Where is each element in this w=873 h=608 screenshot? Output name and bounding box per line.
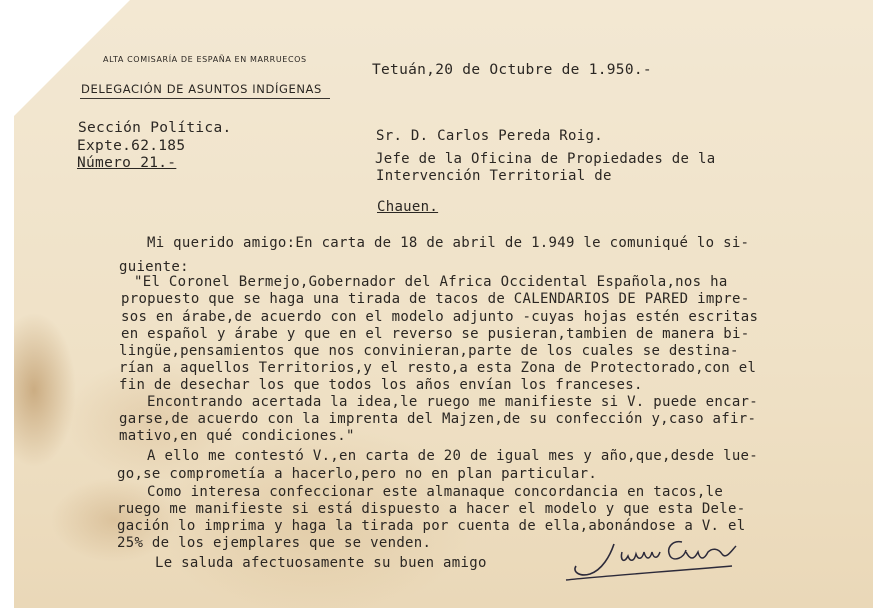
body-line: rían a aquellos Territorios,y el resto,a esta Zona de Protectorado,con el — [119, 360, 757, 376]
place-date: Tetuán,20 de Octubre de 1.950.- — [372, 62, 652, 78]
body-line: Mi querido amigo:En carta de 18 de abril de 1.949 le comuniqué lo si- — [147, 235, 750, 251]
body-line: lingüe,pensamientos que nos convinieran,parte de los cuales se destina- — [119, 343, 739, 359]
reference-file: Expte.62.185 — [77, 138, 186, 154]
body-line: fin de desechar los que todos los años envían los franceses. — [119, 377, 643, 393]
handwritten-signature — [562, 530, 742, 590]
body-line: gación lo imprima y haga la tirada por cuenta de ella,abonándose a V. el — [117, 518, 746, 534]
recipient-role-line1: Jefe de la Oficina de Propiedades de la — [375, 151, 716, 167]
body-line: mativo,en qué condiciones." — [119, 428, 355, 444]
folded-corner — [0, 0, 130, 130]
body-line: sos en árabe,de acuerdo con el modelo adjunto -cuyas hojas estén escritas — [121, 309, 759, 325]
body-line: 25% de los ejemplares que se venden. — [117, 535, 432, 551]
letterhead-commission: ALTA COMISARÍA DE ESPAÑA EN MARRUECOS — [103, 55, 307, 64]
body-line: "El Coronel Bermejo,Gobernador del Africa Occidental Española,nos ha — [134, 274, 728, 290]
letterhead-delegation: DELEGACIÓN DE ASUNTOS INDÍGENAS — [81, 82, 322, 96]
reference-number: Número 21.- — [77, 155, 177, 171]
body-line: Le saluda afectuosamente su buen amigo — [155, 555, 487, 571]
body-line: en español y árabe y que en el reverso se pusieran,tambien de manera bi- — [121, 326, 750, 342]
recipient-city: Chauen. — [377, 199, 439, 215]
body-line: Como interesa confeccionar este almanaque concordancia en tacos,le — [147, 484, 724, 500]
body-line: go,se comprometía a hacerlo,pero no en plan particular. — [117, 466, 598, 482]
body-line: guiente: — [119, 259, 189, 275]
recipient-name: Sr. D. Carlos Pereda Roig. — [376, 128, 603, 144]
letterhead-rule — [80, 98, 330, 99]
body-line: propuesto que se haga una tirada de tacos de CALENDARIOS DE PARED impre- — [121, 291, 750, 307]
recipient-role-line2: Intervención Territorial de — [376, 168, 612, 184]
body-line: ruego me manifieste si está dispuesto a hacer el modelo y que esta Dele- — [117, 501, 746, 517]
body-line: garse,de acuerdo con la imprenta del Majzen,de su confección y,caso afir- — [119, 411, 757, 427]
reference-section: Sección Política. — [78, 120, 232, 136]
body-line: A ello me contestó V.,en carta de 20 de igual mes y año,que,desde lue- — [147, 448, 759, 464]
body-line: Encontrando acertada la idea,le ruego me manifieste si V. puede encar- — [147, 394, 759, 410]
